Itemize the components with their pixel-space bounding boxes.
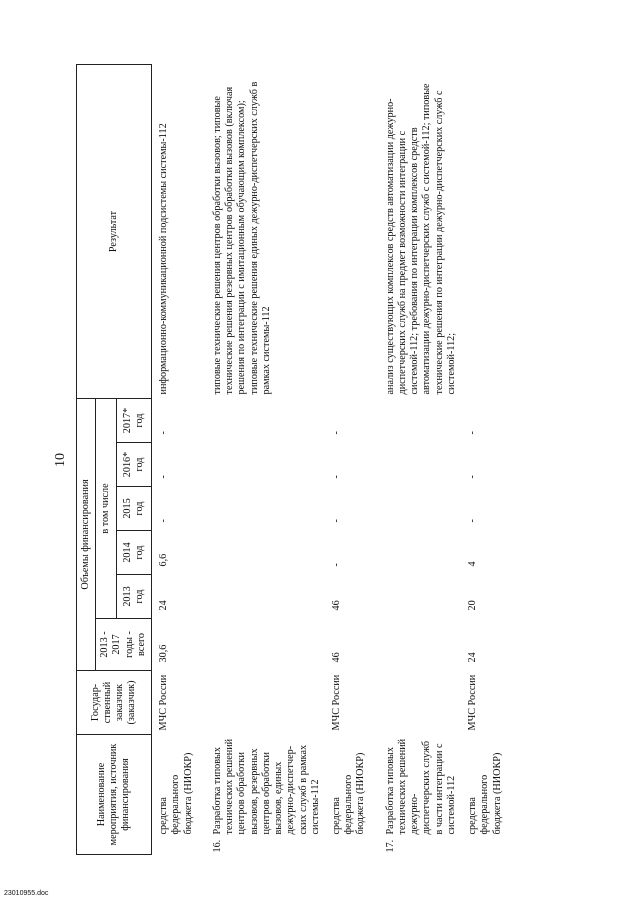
table-header [77,64,152,854]
header-subgroup: в том числе [96,398,117,618]
header-year-2013: 2013 год [117,574,152,618]
row-result [461,64,507,398]
row-2014: 4 [467,561,479,567]
row-customer: МЧС России [330,674,342,731]
header-year-2014: 2014 год [117,530,152,574]
table-row [198,64,325,854]
row-total: 24 [467,652,479,663]
header-year-2016: 2016* год [117,442,152,486]
page-number: 10 [53,453,68,467]
row-name: средства федерального бюджета (НИОКР) [467,752,503,835]
row-2013: 20 [467,600,479,611]
row-2015 [198,486,325,530]
row-2016 [198,442,325,486]
table-row [152,64,198,854]
funding-table [76,64,507,855]
header-year-2017: 2017* год [117,398,152,442]
row-result [325,64,371,398]
row-total [371,618,461,670]
row-2013: 24 [158,600,170,611]
row-name: Разработка типовых технических решений дежурно-диспетчерских служб в части интеграции с системой-112 [384,738,457,835]
row-customer [198,670,325,734]
row-result: анализ существующих комплексов средств автоматизации дежурно-диспетчерских служб на предмет возможности интеграции с системой-112; требования по интеграции комплексов средств автоматизации дежурно-диспетчерских служб с системой-112; типовые технические решения по интеграции дежурно-диспетчерских служб с системой-112; [384,83,457,395]
row-2013 [198,574,325,618]
header-funding-group: Объемы финансирования [77,398,96,670]
row-2017: - [467,431,479,435]
row-2015 [371,486,461,530]
row-customer: МЧС России [158,674,170,731]
row-2016: - [467,475,479,479]
rotated-page [50,65,610,855]
header-result-col: Результат [77,64,152,398]
row-total: 30,6 [158,644,170,663]
row-name: Разработка типовых технических решений центров обработки вызовов, резервных центров обработки вызовов, единых дежурно-диспетчер-ских служб в рамках системы-112 [211,738,321,835]
row-2015: - [330,519,342,523]
row-2014: 6,6 [158,553,170,567]
row-2014 [198,530,325,574]
row-number [152,839,198,855]
table-row [461,64,507,854]
row-customer: МЧС России [467,674,479,731]
row-total [198,618,325,670]
row-2017: - [330,431,342,435]
row-2016: - [330,475,342,479]
document-id: 23010955.doc [4,890,49,897]
row-2015: - [467,519,479,523]
table-row [371,64,461,854]
row-2017 [198,398,325,442]
row-2015: - [158,519,170,523]
row-number [461,839,507,855]
table-row [325,64,371,854]
header-total-col: 2013 - 2017 годы - всего [96,618,152,670]
row-total: 46 [330,652,342,663]
row-result: информационно-коммуникационной подсистемы системы-112 [158,123,170,395]
row-result: типовые технические решения центров обработки вызовов; типовые технические решения резервных центров обработки вызовов (включая решения по интеграции с имитационным обучающим комплексом); типовые технические решения единых дежурно-диспетчерских служб в рамках системы-112 [211,81,272,395]
table-body [152,64,507,854]
row-name: средства федерального бюджета (НИОКР) [330,752,367,835]
header-customer-col: Государ-ственный заказчик (заказчик) [77,670,152,734]
row-name: средства федерального бюджета (НИОКР) [158,752,194,835]
header-name-col: Наименование мероприятия, источник финансирования [77,734,152,854]
row-2016 [371,442,461,486]
row-2016: - [158,475,170,479]
row-number [325,839,371,855]
row-2013 [371,574,461,618]
row-2013: 46 [330,600,342,611]
row-2017: - [158,431,170,435]
row-2014: - [330,563,342,567]
row-customer [371,670,461,734]
row-number: 17. [384,839,396,853]
row-2014 [371,530,461,574]
header-year-2015: 2015 год [117,486,152,530]
row-2017 [371,398,461,442]
row-number: 16. [211,839,223,853]
